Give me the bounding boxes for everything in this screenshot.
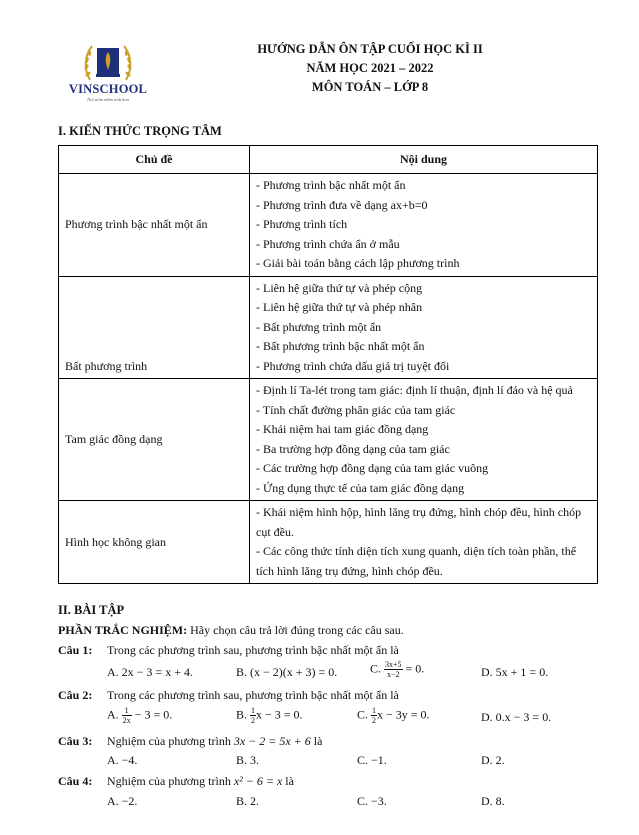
topic-cell: Bất phương trình bbox=[59, 276, 250, 379]
content-cell bbox=[250, 379, 598, 501]
table-header-row bbox=[59, 146, 598, 174]
topic-cell: Hình học không gian bbox=[59, 501, 250, 584]
vinschool-logo bbox=[62, 40, 154, 102]
content-item: - Ứng dụng thực tế của tam giác đồng dạng bbox=[256, 480, 465, 495]
fraction bbox=[122, 706, 132, 725]
quiz-instruction bbox=[58, 623, 618, 638]
content-item: - Phương trình đưa về dạng ax+b=0 bbox=[256, 197, 428, 212]
option-d: D. 2. bbox=[481, 753, 505, 767]
content-item: - Các công thức tính diện tích xung quanh, diện tích toàn phần, thể tích hình lăng trụ đứng, hình chóp đều. bbox=[256, 544, 577, 578]
content-item: - Bất phương trình bậc nhất một ẩn bbox=[256, 339, 425, 353]
brand-tagline: Nơi ươm mầm tinh hoa bbox=[87, 97, 129, 102]
content-item: - Phương trình tích bbox=[256, 217, 348, 231]
fraction-denominator: x−2 bbox=[387, 670, 400, 679]
question-text bbox=[107, 734, 322, 749]
question-label: Câu 1: bbox=[58, 643, 93, 657]
quiz-part-title: PHẦN TRẮC NGHIỆM: bbox=[58, 623, 188, 637]
fraction-numerator: 1 bbox=[122, 706, 132, 716]
col-topic-header: Chủ đề bbox=[59, 146, 250, 174]
option-a: A. 2x − 3 = x + 4. bbox=[107, 665, 193, 679]
table-row bbox=[59, 379, 598, 501]
option-prefix: B. bbox=[236, 707, 251, 722]
option-a bbox=[107, 706, 172, 725]
fraction bbox=[384, 660, 403, 679]
option-d: D. 0.x − 3 = 0. bbox=[481, 710, 552, 724]
option-c bbox=[370, 660, 424, 679]
header-line-1: HƯỚNG DẪN ÔN TẬP CUỐI HỌC KÌ II bbox=[257, 42, 483, 56]
question-text-suffix: là bbox=[282, 774, 294, 788]
content-item: - Khái niệm hai tam giác đồng dạng bbox=[256, 422, 429, 436]
option-c: C. −1. bbox=[357, 753, 387, 767]
option-tail: − 3 = 0. bbox=[131, 707, 173, 722]
content-item: - Định lí Ta-lét trong tam giác: định lí thuận, định lí đảo và hệ quả bbox=[256, 383, 573, 397]
fraction-numerator: 1 bbox=[372, 706, 377, 715]
question-label: Câu 3: bbox=[58, 734, 93, 748]
fraction-numerator: 1 bbox=[251, 706, 256, 715]
content-item: - Ba trường hợp đồng dạng của tam giác bbox=[256, 441, 450, 456]
section-1-title: I. KIẾN THỨC TRỌNG TÂM bbox=[58, 124, 222, 138]
option-b: B. 3. bbox=[236, 753, 260, 767]
content-item: - Khái niệm hình hộp, hình lăng trụ đứng, hình chóp đều, hình chóp cụt đều. bbox=[256, 505, 582, 539]
question-label: Câu 4: bbox=[58, 774, 93, 788]
option-a: A. −2. bbox=[107, 794, 138, 808]
option-prefix: C. bbox=[357, 707, 372, 722]
brand-name: VINSCHOOL bbox=[68, 82, 148, 96]
quiz-instruction-text: Hãy chọn câu trả lời đúng trong các câu sau. bbox=[187, 623, 404, 637]
knowledge-table bbox=[58, 145, 598, 584]
content-item: - Liên hệ giữa thứ tự và phép cộng bbox=[256, 280, 423, 295]
content-item: - Phương trình chứa ẩn ở mẫu bbox=[256, 236, 400, 251]
question-equation: x² − 6 = x bbox=[233, 774, 283, 788]
topic-cell: Phương trình bậc nhất một ẩn bbox=[59, 174, 250, 277]
table-row bbox=[59, 501, 598, 584]
question-text bbox=[107, 774, 294, 789]
content-item: - Giải bài toán bằng cách lập phương trình bbox=[256, 256, 460, 270]
content-cell bbox=[250, 501, 598, 584]
fraction-denominator: 2x bbox=[122, 716, 131, 725]
question-text-prefix: Nghiệm của phương trình bbox=[107, 774, 234, 788]
option-d: D. 5x + 1 = 0. bbox=[481, 665, 549, 679]
fraction-denominator: 2 bbox=[251, 716, 256, 725]
option-c-prefix: C. bbox=[370, 661, 382, 676]
option-c: C. −3. bbox=[357, 794, 387, 808]
option-b bbox=[236, 706, 303, 725]
content-item: - Các trường hợp đồng dạng của tam giác vuông bbox=[256, 461, 489, 475]
option-d: D. 8. bbox=[481, 794, 505, 808]
question-text-suffix: là bbox=[310, 734, 323, 748]
question-text: Trong các phương trình sau, phương trình bậc nhất một ẩn là bbox=[107, 688, 399, 702]
question-equation: 3x − 2 = 5x + 6 bbox=[233, 734, 311, 748]
content-cell bbox=[250, 174, 598, 277]
option-tail: x − 3 = 0. bbox=[256, 707, 303, 722]
content-item: - Liên hệ giữa thứ tự và phép nhân bbox=[256, 300, 423, 314]
option-b: B. 2. bbox=[236, 794, 260, 808]
option-c-tail: = 0. bbox=[402, 661, 425, 676]
table-row bbox=[59, 276, 598, 379]
question-text: Trong các phương trình sau, phương trình bậc nhất một ẩn là bbox=[107, 643, 399, 657]
content-item: - Tính chất đường phân giác của tam giác bbox=[256, 402, 456, 417]
section-2-title: II. BÀI TẬP bbox=[58, 603, 125, 617]
content-item: - Phương trình bậc nhất một ẩn bbox=[256, 178, 406, 192]
fraction-numerator: 3x+5 bbox=[385, 660, 402, 669]
topic-cell: Tam giác đồng dạng bbox=[59, 379, 250, 501]
option-c bbox=[357, 706, 430, 725]
book-laurel-icon bbox=[82, 40, 134, 84]
question-text-prefix: Nghiệm của phương trình bbox=[107, 734, 234, 748]
content-item: - Bất phương trình một ẩn bbox=[256, 319, 382, 334]
document-header bbox=[200, 40, 540, 97]
fraction-denominator: 2 bbox=[372, 716, 377, 725]
option-b: B. (x − 2)(x + 3) = 0. bbox=[236, 665, 338, 679]
question-label: Câu 2: bbox=[58, 688, 93, 702]
col-content-header: Nội dung bbox=[250, 146, 598, 174]
option-tail: x − 3y = 0. bbox=[377, 707, 430, 722]
option-a: A. −4. bbox=[107, 753, 138, 767]
content-item: - Phương trình chứa dấu giá trị tuyệt đối bbox=[256, 358, 450, 373]
header-line-3: MÔN TOÁN – LỚP 8 bbox=[311, 80, 429, 94]
table-row bbox=[59, 174, 598, 277]
option-prefix: A. bbox=[107, 707, 122, 722]
content-cell bbox=[250, 276, 598, 379]
header-line-2: NĂM HỌC 2021 – 2022 bbox=[306, 61, 434, 75]
